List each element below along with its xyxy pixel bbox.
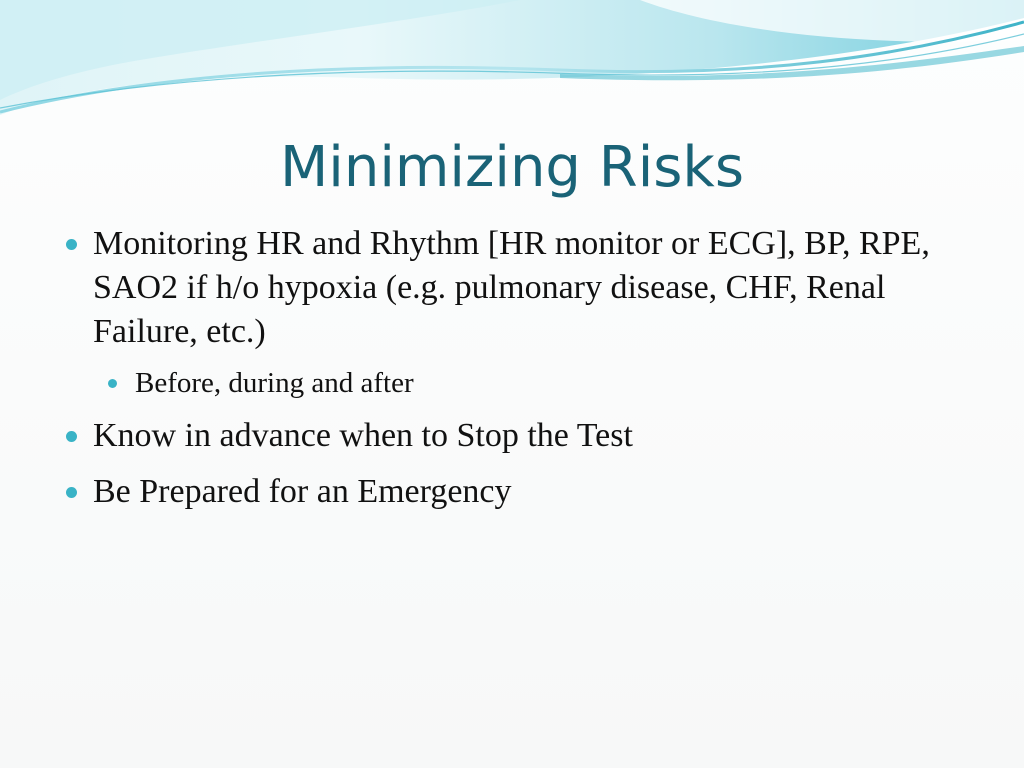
sub-bullet-dot-icon [108,379,117,388]
bullet-dot-icon [66,239,77,250]
sub-bullet-item [93,364,968,402]
bullet-item [0,414,1024,458]
bullet-item [0,470,1024,514]
bullet-text: Be Prepared for an Emergency [93,473,512,510]
bullet-text: Monitoring HR and Rhythm [HR monitor or ECG], BP, RPE, SAO2 if h/o hypoxia (e.g. pulmonary disease, CHF, Renal Failure, etc.) [93,225,930,350]
bullet-item [0,222,1024,402]
slide-body [0,222,1024,526]
decorative-wave-header [0,0,1024,140]
bullet-dot-icon [66,431,77,442]
slide-title: Minimizing Risks [279,135,745,200]
bullet-list [0,222,1024,514]
sub-bullet-text: Before, during and after [135,367,414,399]
bullet-text: Know in advance when to Stop the Test [93,417,633,454]
sub-bullet-list [93,364,968,402]
bullet-dot-icon [66,487,77,498]
